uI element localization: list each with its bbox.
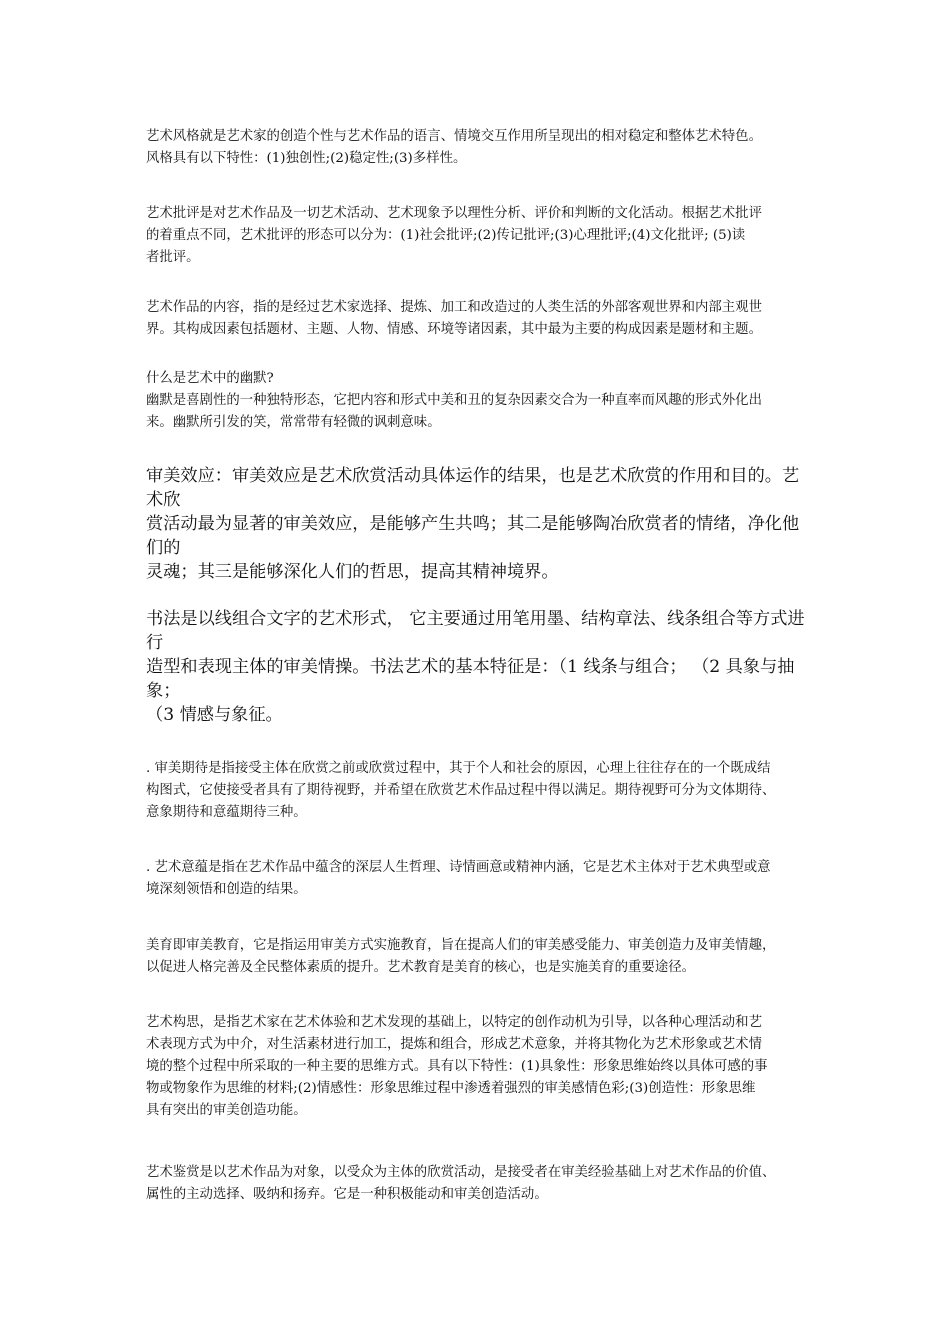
paragraph-humor bbox=[146, 368, 810, 434]
paragraph-aesthetic-expectation bbox=[146, 758, 810, 824]
text-line: 艺术构思，是指艺术家在艺术体验和艺术发现的基础上，以特定的创作动机为引导，以各种心理活动和艺 bbox=[146, 1015, 762, 1030]
text-line: 艺术批评是对艺术作品及一切艺术活动、艺术现象予以理性分析、评价和判断的文化活动。根据艺术批评 bbox=[146, 206, 762, 221]
text-line: 来。幽默所引发的笑，常常带有轻微的讽刺意味。 bbox=[146, 415, 441, 430]
text-line: 界。其构成因素包括题材、主题、人物、情感、环境等诸因素，其中最为主要的构成因素是题材和主题。 bbox=[146, 322, 762, 337]
text-line: 属性的主动选择、吸纳和扬弃。它是一种积极能动和审美创造活动。 bbox=[146, 1187, 548, 1202]
text-line: （3 情感与象征。 bbox=[146, 705, 283, 725]
paragraph-art-style bbox=[146, 126, 810, 170]
paragraph-art-content bbox=[146, 297, 810, 341]
paragraph-art-implication bbox=[146, 857, 810, 901]
paragraph-art-conception bbox=[146, 1012, 810, 1122]
text-line: 赏活动最为显著的审美效应，是能够产生共鸣；其二是能够陶冶欣赏者的情绪，净化他们的 bbox=[146, 514, 800, 558]
text-line: 艺术作品的内容，指的是经过艺术家选择、提炼、加工和改造过的人类生活的外部客观世界和内部主观世 bbox=[146, 300, 762, 315]
text-line: 风格具有以下特性：(1)独创性;(2)稳定性;(3)多样性。 bbox=[146, 151, 467, 166]
text-line: 具有突出的审美创造功能。 bbox=[146, 1103, 307, 1118]
text-line: 构图式，它使接受者具有了期待视野，并希望在欣赏艺术作品过程中得以满足。期待视野可分为文体期待、 bbox=[146, 783, 776, 798]
text-line: 艺术鉴赏是以艺术作品为对象，以受众为主体的欣赏活动，是接受者在审美经验基础上对艺术作品的价值、 bbox=[146, 1165, 776, 1180]
paragraph-art-appreciation bbox=[146, 1162, 810, 1206]
text-line: 造型和表现主体的审美情操。书法艺术的基本特征是：（1 线条与组合； （2 具象与抽象； bbox=[146, 657, 795, 701]
text-line: 书法是以线组合文字的艺术形式， 它主要通过用笔用墨、结构章法、线条组合等方式进行 bbox=[146, 609, 805, 653]
text-line: 以促进人格完善及全民整体素质的提升。艺术教育是美育的核心，也是实施美育的重要途径。 bbox=[146, 960, 696, 975]
text-line: 术表现方式为中介，对生活素材进行加工，提炼和组合，形成艺术意象，并将其物化为艺术形象或艺术情 bbox=[146, 1037, 762, 1052]
text-line: . 审美期待是指接受主体在欣赏之前或欣赏过程中，其于个人和社会的原因，心理上往往存在的一个既成结 bbox=[146, 761, 771, 776]
text-line: 者批评。 bbox=[146, 250, 200, 265]
text-line: 灵魂；其三是能够深化人们的哲思，提高其精神境界。 bbox=[146, 562, 559, 582]
paragraph-aesthetic-effect bbox=[146, 464, 810, 584]
text-line: 境的整个过程中所采取的一种主要的思维方式。具有以下特性：(1)具象性：形象思维始终以具体可感的事 bbox=[146, 1059, 768, 1074]
paragraph-calligraphy bbox=[146, 607, 810, 727]
text-line: 什么是艺术中的幽默? bbox=[146, 371, 274, 386]
text-line: 艺术风格就是艺术家的创造个性与艺术作品的语言、情境交互作用所呈现出的相对稳定和整体艺术特色。 bbox=[146, 129, 762, 144]
paragraph-art-criticism bbox=[146, 203, 810, 269]
text-line: 美育即审美教育，它是指运用审美方式实施教育，旨在提高人们的审美感受能力、审美创造力及审美情趣， bbox=[146, 938, 776, 953]
paragraph-aesthetic-education bbox=[146, 935, 810, 979]
text-line: 物或物象作为思维的材料;(2)情感性：形象思维过程中渗透着强烈的审美感情色彩;(3)创造性：形象思维 bbox=[146, 1081, 756, 1096]
text-line: . 艺术意蕴是指在艺术作品中蕴含的深层人生哲理、诗情画意或精神内涵，它是艺术主体对于艺术典型或意 bbox=[146, 860, 771, 875]
text-line: 境深刻领悟和创造的结果。 bbox=[146, 882, 307, 897]
text-line: 审美效应：审美效应是艺术欣赏活动具体运作的结果，也是艺术欣赏的作用和目的。艺术欣 bbox=[146, 466, 800, 510]
text-line: 意象期待和意蕴期待三种。 bbox=[146, 805, 307, 820]
text-line: 幽默是喜剧性的一种独特形态，它把内容和形式中美和丑的复杂因素交合为一种直率而风趣的形式外化出 bbox=[146, 393, 762, 408]
text-line: 的着重点不同，艺术批评的形态可以分为：(1)社会批评;(2)传记批评;(3)心理批评;(4)文化批评; (5)读 bbox=[146, 228, 746, 243]
